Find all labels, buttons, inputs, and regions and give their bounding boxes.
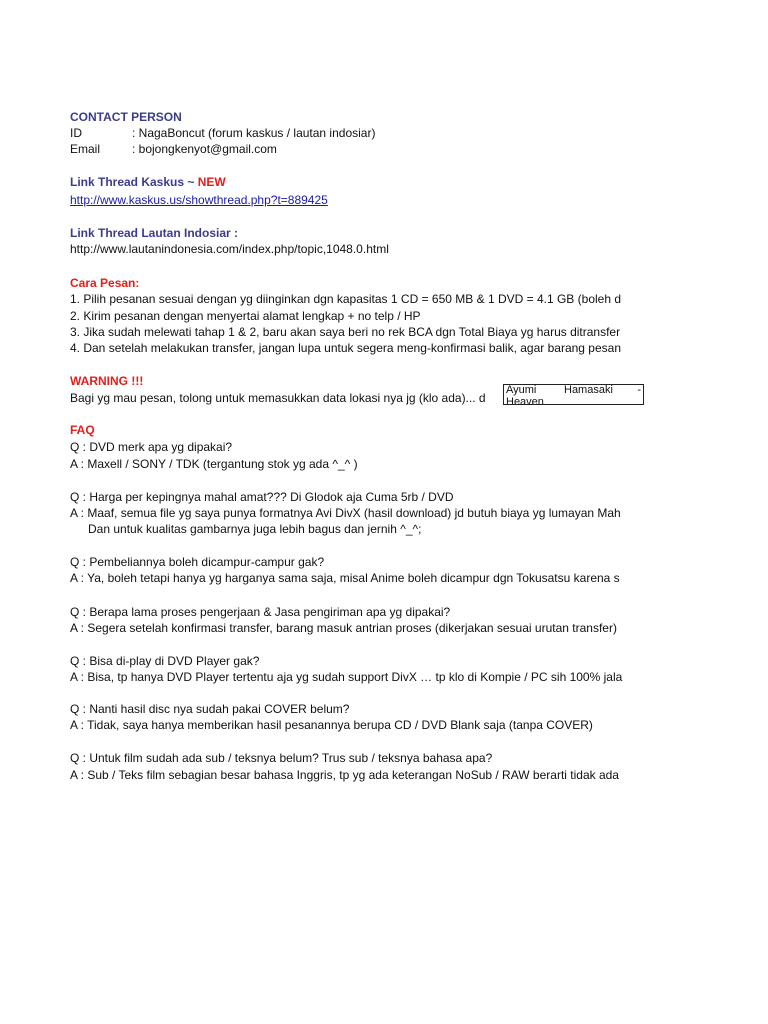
faq-answer: A : Tidak, saya hanya memberikan hasil pesanannya berupa CD / DVD Blank saja (tanpa COVER) — [70, 718, 593, 732]
order-step: 3. Jika sudah melewati tahap 1 & 2, baru akan saya beri no rek BCA dgn Total Biaya yg harus ditransfer — [70, 325, 621, 339]
contact-id-label: ID — [70, 126, 82, 140]
faq-answer: A : Maxell / SONY / TDK (tergantung stok yg ada ^_^ ) — [70, 457, 358, 471]
warning-text: Bagi yg mau pesan, tolong untuk memasukkan data lokasi nya jg (klo ada)... d — [70, 391, 486, 405]
contact-email-label: Email — [70, 142, 101, 156]
warning-heading: WARNING !!! — [70, 374, 144, 388]
contact-id-value: : NagaBoncut (forum kaskus / lautan indosiar) — [132, 126, 376, 140]
faq-answer: A : Sub / Teks film sebagian besar bahasa Inggris, tp yg ada keterangan NoSub / RAW berarti tidak ada — [70, 768, 619, 782]
contact-email-row — [70, 141, 277, 157]
faq-question: Q : Nanti hasil disc nya sudah pakai COVER belum? — [70, 702, 350, 716]
lautan-heading: Link Thread Lautan Indosiar : — [70, 226, 239, 240]
order-step: 4. Dan setelah melakukan transfer, jangan lupa untuk segera meng-konfirmasi balik, agar barang pesan — [70, 341, 621, 355]
note-word: Hamasaki — [564, 384, 613, 396]
faq-answer: A : Ya, boleh tetapi hanya yg harganya sama saja, misal Anime boleh dicampur dgn Tokusatsu karena s — [70, 571, 620, 585]
contact-id-row — [70, 125, 375, 141]
contact-email-value: : bojongkenyot@gmail.com — [132, 142, 277, 156]
kaskus-heading-row — [70, 174, 226, 190]
faq-question: Q : DVD merk apa yg dipakai? — [70, 440, 233, 454]
faq-answer-continued: Dan untuk kualitas gambarnya juga lebih bagus dan jernih ^_^; — [88, 522, 422, 536]
faq-answer: A : Maaf, semua file yg saya punya formatnya Avi DivX (hasil download) jd butuh biaya yg lumayan Mah — [70, 506, 621, 520]
note-word: Heaven — [506, 396, 544, 405]
new-badge: NEW — [197, 175, 226, 189]
order-step: 1. Pilih pesanan sesuai dengan yg diinginkan dgn kapasitas 1 CD = 650 MB & 1 DVD = 4.1 GB (boleh d — [70, 292, 622, 306]
faq-question: Q : Bisa di-play di DVD Player gak? — [70, 654, 260, 668]
faq-question: Q : Harga per kepingnya mahal amat??? Di Glodok aja Cuma 5rb / DVD — [70, 490, 454, 504]
lautan-url: http://www.lautanindonesia.com/index.php/topic,1048.0.html — [70, 242, 389, 256]
order-heading: Cara Pesan: — [70, 276, 140, 290]
note-word: - — [637, 384, 641, 396]
faq-question: Q : Pembeliannya boleh dicampur-campur gak? — [70, 555, 325, 569]
faq-answer: A : Bisa, tp hanya DVD Player tertentu aja yg sudah support DivX … tp klo di Kompie / PC sih 100% jala — [70, 670, 623, 684]
comment-note-box — [503, 384, 644, 405]
faq-heading: FAQ — [70, 423, 95, 437]
note-word: Ayumi — [506, 384, 537, 396]
contact-heading: CONTACT PERSON — [70, 110, 182, 124]
faq-question: Q : Untuk film sudah ada sub / teksnya belum? Trus sub / teksnya bahasa apa? — [70, 751, 493, 765]
order-step: 2. Kirim pesanan dengan menyertai alamat lengkap + no telp / HP — [70, 309, 421, 323]
faq-answer: A : Segera setelah konfirmasi transfer, barang masuk antrian proses (dikerjakan sesuai urutan transfer) — [70, 621, 617, 635]
kaskus-heading: Link Thread Kaskus ~ — [70, 175, 198, 189]
faq-question: Q : Berapa lama proses pengerjaan & Jasa pengiriman apa yg dipakai? — [70, 605, 451, 619]
kaskus-link[interactable]: http://www.kaskus.us/showthread.php?t=889425 — [70, 193, 328, 207]
